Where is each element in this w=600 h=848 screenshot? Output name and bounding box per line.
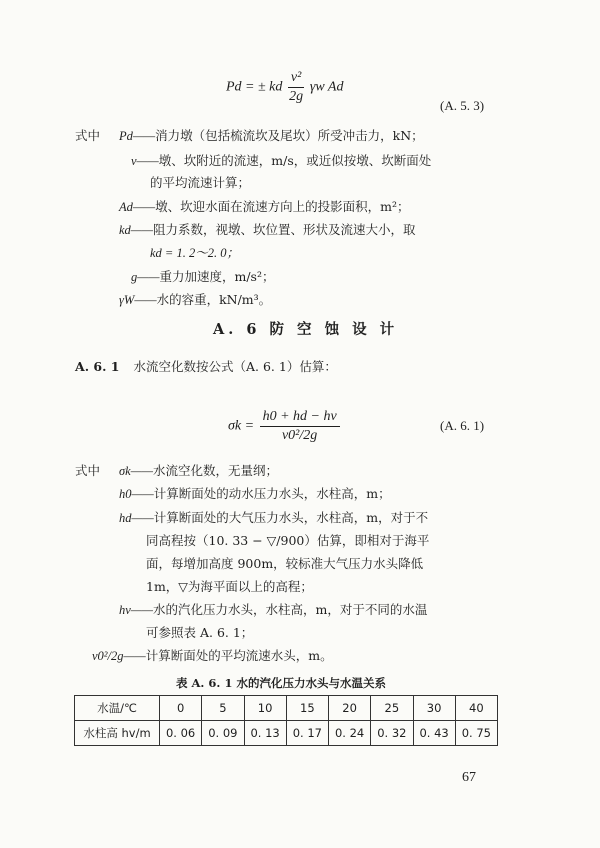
table-cell: 0. 06 <box>160 721 202 746</box>
equation-number: (A. 5. 3) <box>440 98 485 113</box>
equation-lhs: σk = <box>228 418 255 434</box>
definition-text: 面，每增加高度 900m，较标准大气压力水头降低 <box>146 556 424 571</box>
equation-fraction <box>260 409 340 444</box>
definition-line <box>131 267 274 285</box>
equation-a-6-1 <box>228 409 342 444</box>
definition-symbol: Pd—— <box>119 129 156 143</box>
definition-line <box>146 554 423 572</box>
fraction-denominator: v0²/2g <box>281 428 318 443</box>
vapor-pressure-table <box>74 695 498 746</box>
table-cell: 15 <box>286 696 328 721</box>
table-cell: 25 <box>371 696 413 721</box>
equation-a-5-3 <box>226 70 343 105</box>
definition-line <box>146 531 429 549</box>
table-cell: 0. 75 <box>455 721 497 746</box>
where-label: 式中 <box>75 463 101 478</box>
definition-line <box>119 600 427 618</box>
table-row <box>75 696 498 721</box>
definition-symbol: v—— <box>131 154 159 168</box>
definition-text: 墩、坎附近的流速，m/s，或近似按墩、坎断面处 <box>158 153 432 168</box>
definition-text: 消力墩（包括梳流坎及尾坎）所受冲击力，kN； <box>155 128 424 143</box>
definition-text: 同高程按（10. 33 − ▽/900）估算，即相对于海平 <box>146 533 430 548</box>
table-row-header: 水温/℃ <box>75 696 160 721</box>
definition-line <box>119 484 391 502</box>
definition-symbol: hv—— <box>119 603 154 617</box>
table-cell: 10 <box>244 696 286 721</box>
definition-text: 水的容重，kN/m³。 <box>156 292 272 307</box>
section-heading: A. 6 防 空 蚀 设 计 <box>213 321 399 338</box>
definition-line <box>150 173 250 191</box>
definition-text: 1m，▽为海平面以上的高程； <box>146 579 313 594</box>
fraction-denominator: 2g <box>289 89 304 104</box>
table-cell: 0. 17 <box>286 721 328 746</box>
table-row-header: 水柱高 hv/m <box>75 721 160 746</box>
definition-text: 的平均流速计算； <box>150 175 251 190</box>
definition-text: 计算断面处的平均流速水头，m。 <box>145 648 333 663</box>
equation-lhs: Pd = ± kd <box>226 79 283 95</box>
definition-text: 墩、坎迎水面在流速方向上的投影面积，m²； <box>155 199 410 214</box>
definition-symbol: v0²/2g—— <box>92 649 146 663</box>
fraction-numerator: v² <box>288 70 304 88</box>
table-cell: 0. 24 <box>329 721 371 746</box>
where-label: 式中 <box>75 128 101 143</box>
table-cell: 20 <box>329 696 371 721</box>
definition-line <box>146 577 313 595</box>
table-cell: 0. 43 <box>413 721 455 746</box>
table-cell: 5 <box>202 696 244 721</box>
table-cell: 40 <box>455 696 497 721</box>
definition-text: kd = 1. 2～2. 0； <box>150 246 239 260</box>
definition-line <box>119 126 424 144</box>
clause-text: 水流空化数按公式（A. 6. 1）估算： <box>133 359 337 374</box>
definition-line <box>92 646 333 664</box>
definition-symbol: kd—— <box>119 223 154 237</box>
definition-text: 阻力系数，视墩、坎位置、形状及流速大小，取 <box>153 222 416 237</box>
page-number: 67 <box>462 770 476 785</box>
definition-symbol: Ad—— <box>119 200 156 214</box>
equation-rhs: γw Ad <box>309 79 344 95</box>
table-cell: 0. 13 <box>244 721 286 746</box>
clause-number: A. 6. 1 <box>75 359 120 374</box>
definition-text: 水的汽化压力水头，水柱高，m，对于不同的水温 <box>153 602 428 617</box>
definition-symbol: h0—— <box>119 487 154 501</box>
definition-symbol: g—— <box>131 270 160 284</box>
equation-number: (A. 6. 1) <box>440 418 485 433</box>
definition-line <box>119 197 410 215</box>
definition-line <box>150 243 239 261</box>
definition-line <box>119 461 278 479</box>
definition-text: 可参照表 A. 6. 1； <box>146 625 254 640</box>
definition-line <box>146 623 253 641</box>
definition-line <box>119 290 271 308</box>
definition-text: 计算断面处的动水压力水头，水柱高，m； <box>153 486 391 501</box>
definition-line <box>131 151 431 169</box>
definition-symbol: γW—— <box>119 293 157 307</box>
fraction-numerator: h0 + hd − hv <box>260 409 340 427</box>
equation-fraction <box>288 70 304 105</box>
clause-line <box>75 357 337 375</box>
definition-text: 计算断面处的大气压力水头，水柱高，m，对于不 <box>153 510 429 525</box>
definition-line <box>119 220 416 238</box>
table-cell: 0 <box>160 696 202 721</box>
definition-line <box>119 508 428 526</box>
table-cell: 0. 32 <box>371 721 413 746</box>
table-row <box>75 721 498 746</box>
table-caption: 表 A. 6. 1 水的汽化压力水头与水温关系 <box>176 676 386 690</box>
table-cell: 30 <box>413 696 455 721</box>
definition-symbol: σk—— <box>119 464 153 478</box>
definition-text: 水流空化数，无量纲； <box>152 463 278 478</box>
table-cell: 0. 09 <box>202 721 244 746</box>
definition-symbol: hd—— <box>119 511 154 525</box>
definition-text: 重力加速度，m/s²； <box>159 269 275 284</box>
